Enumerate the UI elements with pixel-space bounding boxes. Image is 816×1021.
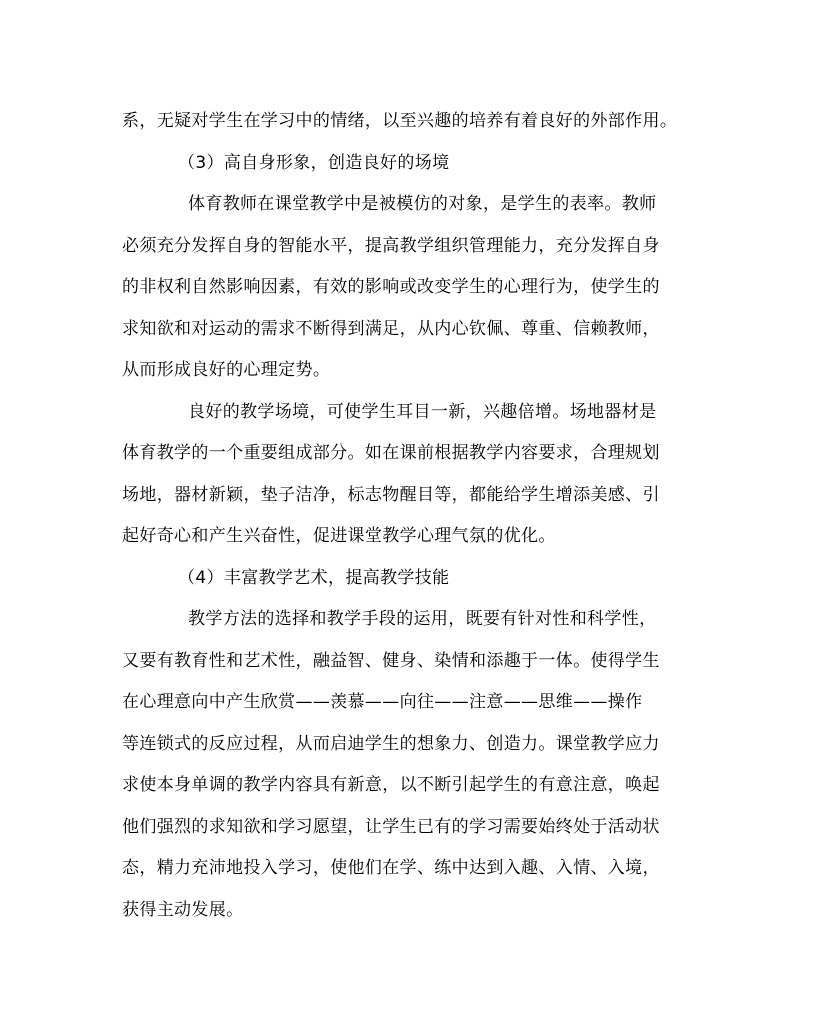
text-line: 场地，器材新颖，垫子洁净，标志物醒目等，都能给学生增添美感、引 — [122, 484, 660, 505]
text-line: 又要有教育性和艺术性，融益智、健身、染情和添趣于一体。使得学生 — [122, 650, 660, 671]
text-line: 起好奇心和产生兴奋性，促进课堂教学心理气氛的优化。 — [122, 526, 556, 546]
body-text — [122, 101, 702, 931]
text-line: 良好的教学场境，可使学生耳目一新，兴趣倍增。场地器材是 — [188, 401, 657, 422]
text-line: 在心理意向中产生欣赏——羡慕——向往——注意——思维——操作 — [122, 692, 643, 712]
text-line: 教学方法的选择和教学手段的运用，既要有针对性和科学性， — [188, 609, 657, 629]
text-line: 等连锁式的反应过程，从而启迪学生的想象力、创造力。课堂教学应力 — [122, 733, 660, 754]
text-line: 获得主动发展。 — [122, 899, 244, 920]
text-line: 体育教师在课堂教学中是被模仿的对象，是学生的表率。教师 — [188, 194, 657, 214]
text-line: 体育教学的一个重要组成部分。如在课前根据教学内容要求，合理规划 — [122, 443, 660, 463]
text-line: 求使本身单调的教学内容具有新意，以不断引起学生的有意注意，唤起 — [122, 775, 660, 795]
text-line: 态，精力充沛地投入学习，使他们在学、练中达到入趣、入情、入境， — [122, 858, 660, 878]
section-heading-3: （3）高自身形象，创造良好的场境 — [178, 152, 450, 173]
text-line: 必须充分发挥自身的智能水平，提高教学组织管理能力，充分发挥自身 — [122, 235, 660, 256]
text-line: 系，无疑对学生在学习中的情绪，以至兴趣的培养有着良好的外部作用。 — [122, 111, 678, 131]
section-heading-4: （4）丰富教学艺术，提高教学技能 — [178, 567, 450, 588]
text-line: 的非权利自然影响因素，有效的影响或改变学生的心理行为，使学生的 — [122, 277, 660, 297]
text-line: 从而形成良好的心理定势。 — [122, 360, 331, 380]
text-line: 他们强烈的求知欲和学习愿望，让学生已有的学习需要始终处于活动状 — [122, 816, 660, 837]
text-line: 求知欲和对运动的需求不断得到满足，从内心钦佩、尊重、信赖教师， — [122, 318, 660, 339]
